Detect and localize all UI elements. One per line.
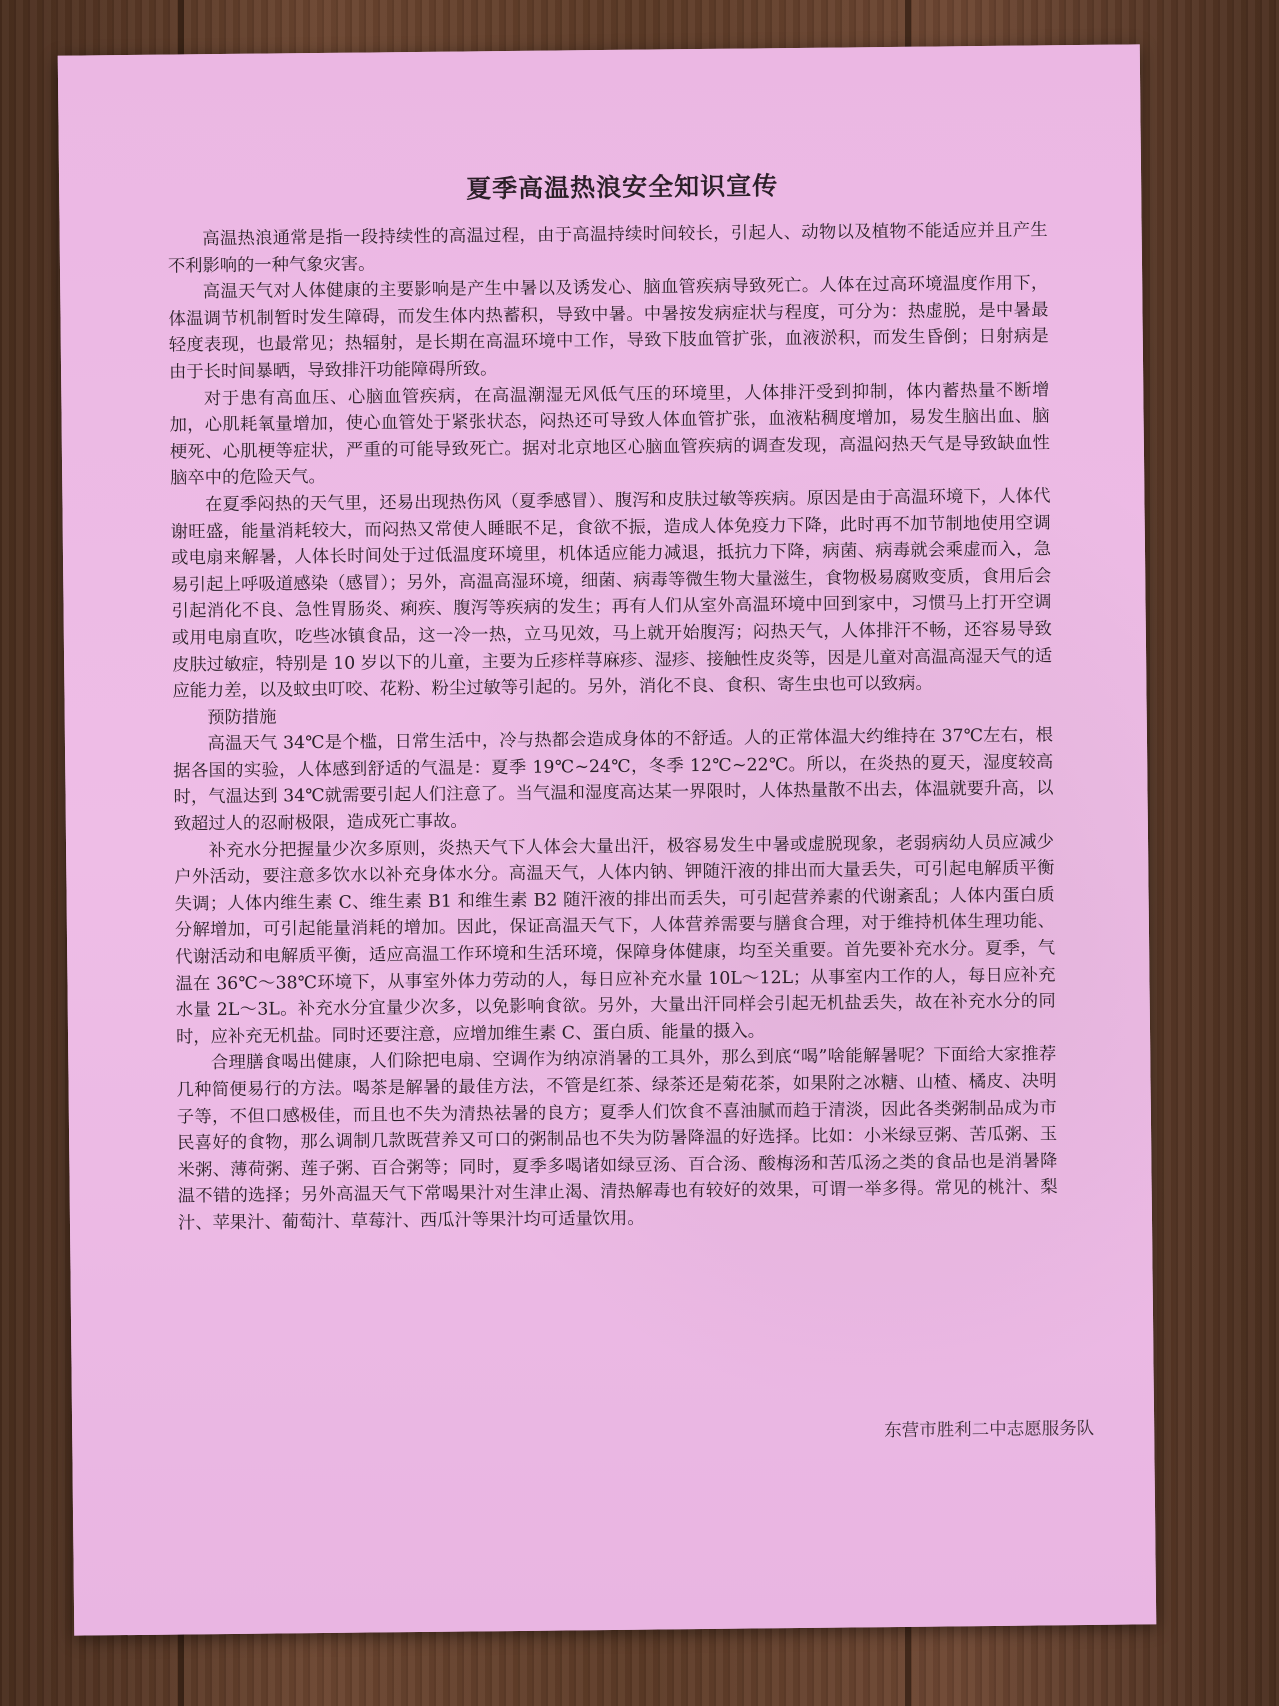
paragraph: 高温热浪通常是指一段持续性的高温过程，由于高温持续时间较长，引起人、动物以及植物不能适应并且产生不利影响的一种气象灾害。 [167,220,1048,277]
paragraph: 对于患有高血压、心脑血管疾病，在高温潮湿无风低气压的环境里，人体排汗受到抑制，体内蓄热量不断增加，心肌耗氧量增加，使心血管处于紧张状态，闷热还可导致人体血管扩张，血液粘稠度增加，易发生脑出血、脑梗死、心肌梗等症状，严重的可能导致死亡。据对北京地区心脑血管疾病的调查发现，高温闷热天气是导致缺血性脑卒中的危险天气。 [169,379,1050,489]
flyer-paper [58,44,1156,1635]
document-body [167,163,1058,1237]
paragraph: 补充水分把握量少次多原则，炎热天气下人体会大量出汗，极容易发生中暑或虚脱现象，老弱病幼人员应减少户外活动，要注意多饮水以补充身体水分。高温天气，人体内钠、钾随汗液的排出而大量丢失，可引起电解质平衡失调；人体内维生素 C、维生素 B1 和维生素 B2 随汗液的排出而丢失，可引起营养素的代谢紊乱；人体内蛋白质分解增加，可引起能量消耗的增加。因此，保证高温天气下，人体营养需要与膳食合理，对于维持机体生理功能、代谢活动和电解质平衡，适应高温工作环境和生活环境，保障身体健康，均至关重要。首先要补充水分。夏季，气温在 36℃～38℃环境下，从事室外体力劳动的人，每日应补充水量 10L～12L；从事室内工作的人，每日应补充水量 2L～3L。补充水分宜量少次多，以免影响食欲。另外，大量出汗同样会引起无机盐丢失，故在补充水分的同时，应补充无机盐。同时还要注意，应增加维生素 C、蛋白质、能量的摄入。 [174,831,1056,1048]
document-title: 夏季高温热浪安全知识宣传 [466,171,779,204]
paragraph: 合理膳食喝出健康，人们除把电扇、空调作为纳凉消暑的工具外，那么到底“喝”啥能解暑呢？下面给大家推荐几种简便易行的方法。喝茶是解暑的最佳方法，不管是红茶、绿茶还是菊花茶，如果附之冰糖、山楂、橘皮、决明子等，不但口感极佳，而且也不失为清热祛暑的良方；夏季人们饮食不喜油腻而趋于清淡，因此各类粥制品成为市民喜好的食物，那么调制几款既营养又可口的粥制品也不失为防暑降温的好选择。比如：小米绿豆粥、苦瓜粥、玉米粥、薄荷粥、莲子粥、百合粥等；同时，夏季多喝诸如绿豆汤、百合汤、酸梅汤和苦瓜汤之类的食品也是消暑降温不错的选择；另外高温天气下常喝果汁对生津止渴、清热解毒也有较好的效果，可谓一举多得。常见的桃汁、梨汁、苹果汁、葡萄汁、草莓汁、西瓜汁等果汁均可适量饮用。 [176,1044,1058,1234]
paragraph: 在夏季闷热的天气里，还易出现热伤风（夏季感冒）、腹泻和皮肤过敏等疾病。原因是由于高温环境下，人体代谢旺盛，能量消耗较大，而闷热又常使人睡眠不足，食欲不振，造成人体免疫力下降，此时再不加节制地使用空调或电扇来解暑，人体长时间处于过低温度环境里，机体适应能力减退，抵抗力下降，病菌、病毒就会乘虚而入，急易引起上呼吸道感染（感冒）；另外，高温高湿环境，细菌、病毒等微生物大量滋生，食物极易腐败变质，食用后会引起消化不良、急性胃肠炎、痢疾、腹泻等疾病的发生；再有人们从室外高温环境中回到家中，习惯马上打开空调或用电扇直吹，吃些冰镇食品，这一冷一热，立马见效，马上就开始腹泻；闷热天气，人体排汗不畅，还容易导致皮肤过敏症，特别是 10 岁以下的儿童，主要为丘疹样荨麻疹、湿疹、接触性皮炎等，因是儿童对高温高湿天气的适应能力差，以及蚊虫叮咬、花粉、粉尘过敏等引起的。另外，消化不良、食积、寄生虫也可以致病。 [170,486,1053,702]
section-heading: 预防措施 [207,707,277,728]
signature: 东营市胜利二中志愿服务队 [884,1418,1095,1442]
paragraph: 高温天气对人体健康的主要影响是产生中暑以及诱发心、脑血管疾病导致死亡。人体在过高环境温度作用下，体温调节机制暂时发生障碍，而发生体内热蓄积，导致中暑。中暑按发病症状与程度，可分为：热虚脱，是中暑最轻度表现，也最常见；热辐射，是长期在高温环境中工作，导致下肢血管扩张，血液淤积，而发生昏倒；日射病是由于长时间暴晒，导致排汗功能障碍所致。 [168,273,1049,383]
paragraph: 高温天气 34℃是个槛，日常生活中，冷与热都会造成身体的不舒适。人的正常体温大约维持在 37℃左右，根据各国的实验，人体感到舒适的气温是：夏季 19℃~24℃，冬季 12℃~22℃。所以，在炎热的夏天，湿度较高时，气温达到 34℃就需要引起人们注意了。当气温和湿度高达某一界限时，人体热量散不出去，体温就要升高，以致超过人的忍耐极限，造成死亡事故。 [173,725,1054,835]
